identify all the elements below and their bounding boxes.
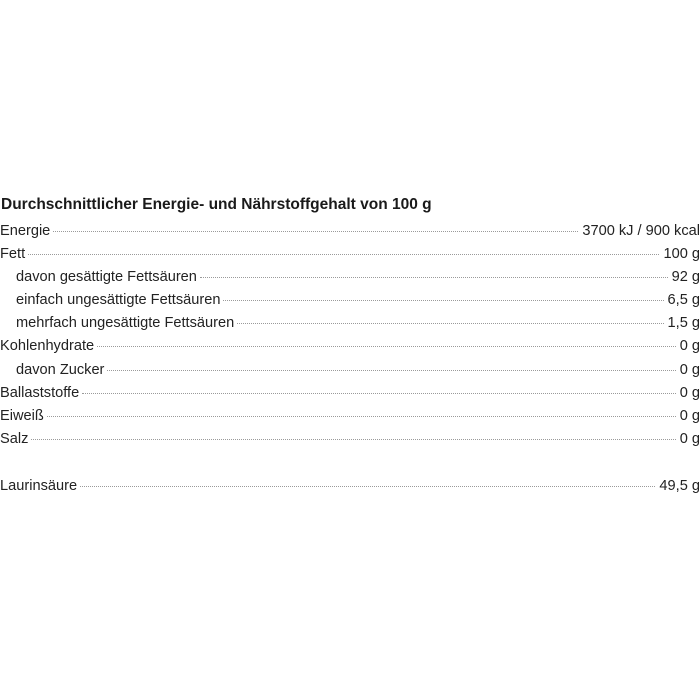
nutrition-row-ballaststoffe [0,382,700,405]
nutrition-row-zucker [0,359,700,382]
nutrition-row-laurinsaeure [0,475,700,498]
row-value: 3700 kJ / 900 kcal [582,223,700,239]
nutrition-table [0,193,700,498]
nutrition-heading: Durchschnittlicher Energie- und Nährstoffgehalt von 100 g [1,196,432,213]
row-value: 0 g [679,361,700,378]
nutrition-row-eiweiss [0,405,700,428]
dot-leader [47,415,676,417]
dot-leader [82,392,675,394]
dot-leader [107,369,675,371]
row-value: 0 g [679,407,700,424]
row-label: Ballaststoffe [0,384,80,401]
dot-leader [80,485,655,487]
row-label: Fett [0,246,26,263]
row-label: Kohlenhydrate [0,338,95,355]
dot-leader [97,345,676,347]
row-value: 92 g [671,269,700,286]
dot-leader [223,299,663,301]
nutrition-row-einfach-ungesaettigte [0,289,700,312]
nutrition-row-energie [0,220,700,243]
row-value: 0 g [679,430,700,447]
row-label: Eiweiß [0,407,44,424]
dot-leader [31,438,675,440]
row-label: Laurinsäure [0,477,78,494]
nutrition-row-fett [0,243,700,266]
row-label: einfach ungesättigte Fettsäuren [16,292,221,309]
row-value: 100 g [663,246,700,263]
dot-leader [28,253,659,255]
row-label: mehrfach ungesättigte Fettsäuren [16,315,235,332]
row-value: 49,5 g [659,477,700,494]
row-label: Salz [0,430,29,447]
nutrition-row-gesaettigte-fettsaeuren [0,266,700,289]
row-label: davon gesättigte Fettsäuren [16,269,197,286]
nutrition-row-salz [0,428,700,451]
row-value: 1,5 g [667,315,700,332]
dot-leader [237,322,663,324]
row-value: 0 g [679,338,700,355]
row-value: 6,5 g [667,292,700,309]
nutrition-row-mehrfach-ungesaettigte [0,312,700,335]
row-label: davon Zucker [16,361,105,378]
row-value: 0 g [679,384,700,401]
row-label: Energie [0,223,51,239]
dot-leader [200,276,668,278]
dot-leader [53,230,578,232]
nutrition-row-kohlenhydrate [0,335,700,358]
